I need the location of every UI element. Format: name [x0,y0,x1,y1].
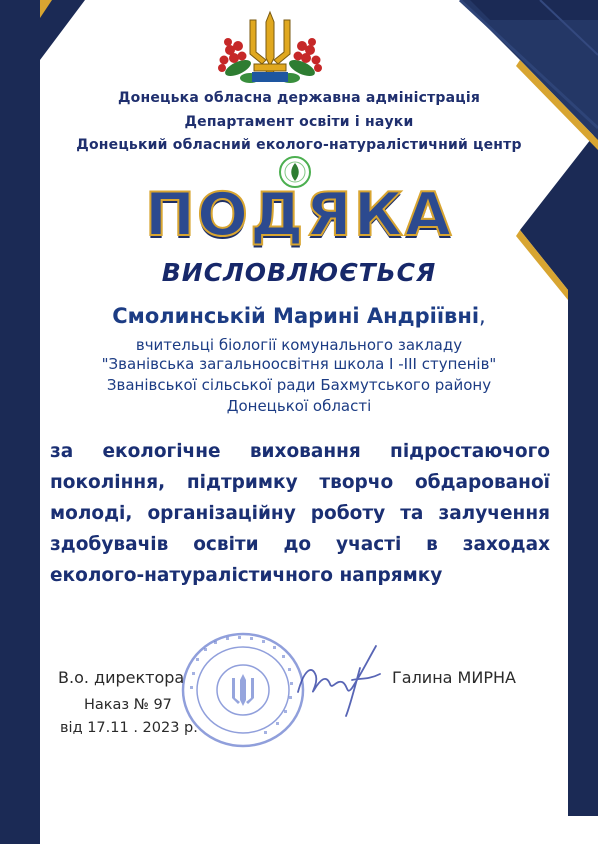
signature-icon [290,640,390,720]
recipient-line-2: "Званівська загальноосвітня школа І -ІІІ ступенів" [101,355,497,373]
order-number: Наказ № 97 [84,697,172,713]
recipient-line-4: Донецької області [226,397,372,415]
gratitude-text: за екологічне виховання підростаючого покоління, підтримку творчо обдарованої молоді, організаційну роботу та залучення здобувачів освіти до участі в заходах еколого-натуралістичного напрямку [50,441,550,586]
header-line-2: Департамент освіти і науки [184,114,414,130]
recipient-name: Смолинській Марині Андріївні [112,304,480,328]
header-line-3: Донецький обласний еколого-натуралістичний центр [76,137,522,153]
page-title: ПОДЯКА [144,180,454,250]
recipient-comma: , [479,304,486,328]
recipient-line-1: вчительці біології комунального закладу [135,336,463,354]
header-line-1: Донецька обласна державна адміністрація [117,90,481,106]
recipient-name-line [0,304,598,328]
signatory-name: Галина МИРНА [392,668,516,687]
order-date: від 17.11 . 2023 р. [60,720,198,736]
recipient-line-3: Званівської сільської ради Бахмутського району [106,376,492,394]
trident-emblem-icon [210,6,330,88]
subtitle: ВИСЛОВЛЮЄТЬСЯ [161,258,437,287]
director-position: В.о. директора [58,668,185,687]
